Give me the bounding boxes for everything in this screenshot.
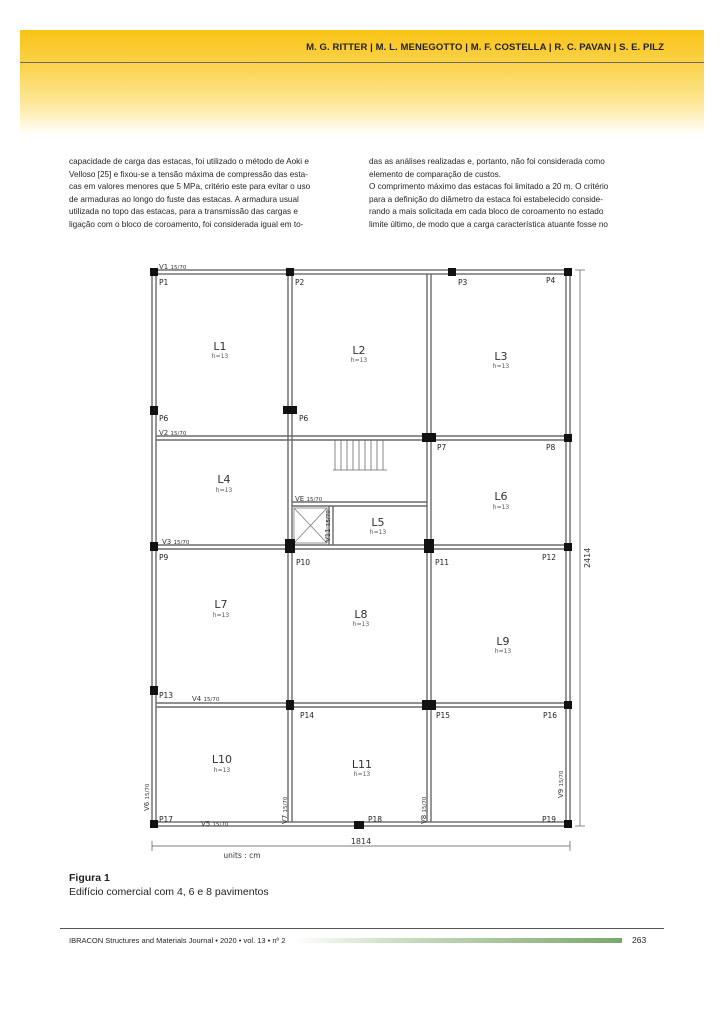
- dimension-width-label: 1814: [350, 837, 372, 846]
- text-line: das as análises realizadas e, portanto, não foi considerada como: [369, 157, 605, 166]
- pillar-P3: [448, 268, 456, 276]
- slab-label: L6: [494, 490, 508, 503]
- text-line: utilizada no topo das estacas, para a transmissão das cargas e: [69, 207, 298, 216]
- pillar-label: P6: [299, 414, 309, 423]
- beam-label: V3 15/70: [162, 538, 190, 546]
- slab-label: L8: [354, 608, 368, 621]
- slab-label: L4: [217, 473, 231, 486]
- pillar-label: P3: [458, 278, 468, 287]
- slab-label: L11: [351, 758, 373, 771]
- beam-label: V1 15/70: [159, 263, 187, 271]
- text-line: rando a mais solicitada em cada bloco de coroamento no estado: [369, 207, 604, 216]
- pillar-label: P4: [546, 276, 556, 285]
- beam-label: V6 15/70: [143, 783, 151, 811]
- pillar-P9: [150, 542, 158, 551]
- stair-steps: [333, 440, 387, 470]
- pillar-P4: [564, 268, 572, 276]
- text-line: para a definição do diâmetro da estaca foi estabelecido conside-: [369, 194, 603, 204]
- slab-thickness: h=13: [350, 357, 368, 364]
- text-line: ligação com o bloco de coroamento, foi considerada igual em to-: [69, 219, 304, 229]
- slab-thickness: h=13: [494, 648, 512, 655]
- pillar-P14: [286, 700, 294, 710]
- pillar-label: P2: [295, 278, 305, 287]
- slab-label: L5: [371, 516, 385, 529]
- beam-label: V7 15/70: [281, 796, 289, 824]
- pillar-P10: [285, 539, 295, 553]
- slab-label: L10: [211, 753, 233, 766]
- pillar-P2: [286, 268, 294, 276]
- slab-thickness: h=13: [211, 353, 229, 360]
- figure-caption-text: Edifício comercial com 4, 6 e 8 pavimentos: [69, 886, 269, 898]
- pillar-P18: [354, 821, 364, 829]
- text-column-right: [369, 156, 659, 231]
- slab-label: L1: [213, 340, 227, 353]
- pillar-label: P1: [159, 278, 169, 287]
- text-column-left: [69, 156, 359, 231]
- slab-thickness: h=13: [212, 612, 230, 619]
- slab-thickness: h=13: [352, 621, 370, 628]
- text-line: de armaduras ao longo do fuste das estacas. A armadura usual: [69, 194, 299, 204]
- pillar-P8: [564, 434, 572, 442]
- beam-label: V8 15/70: [420, 796, 428, 824]
- pillar-label: P6: [159, 414, 169, 423]
- text-line: capacidade de carga das estacas, foi utilizado o método de Aoki e: [69, 157, 309, 166]
- text-line: limite último, de modo que a carga característica atuante fosse no: [369, 219, 608, 229]
- slab-thickness: h=13: [492, 363, 510, 370]
- beam-label: V5 15/70: [201, 820, 229, 828]
- pillar-label: P17: [159, 815, 174, 824]
- beam-label: V2 15/70: [159, 429, 187, 437]
- slab-thickness: h=13: [213, 767, 231, 774]
- header-rule: [20, 62, 704, 63]
- pillar-P1: [150, 268, 158, 276]
- slab-label: L9: [496, 635, 510, 648]
- text-line: Velloso [25] e fixou-se a tensão máxima de compressão das esta-: [69, 169, 308, 179]
- pillar-P7: [422, 433, 436, 442]
- text-line: cas em valores menores que 5 MPa, critério este para evitar o uso: [69, 182, 311, 191]
- slab-label: L2: [352, 344, 366, 357]
- pillar-label: P7: [437, 443, 447, 452]
- beam-label: V4 15/70: [192, 695, 220, 703]
- footer-rule: [60, 928, 664, 929]
- text-line: O comprimento máximo das estacas foi limitado a 20 m. O critério: [369, 182, 609, 191]
- figure-caption-title: Figura 1: [69, 872, 110, 884]
- units-label: units : cm: [223, 851, 261, 860]
- page-number: 263: [632, 935, 647, 945]
- pillar-P17: [150, 820, 158, 828]
- pillar-label: P13: [159, 691, 174, 700]
- pillar-label: P19: [542, 815, 557, 824]
- pillar-label: P10: [296, 558, 311, 567]
- pillar-label: P9: [159, 553, 169, 562]
- pillar-P6b: [283, 406, 297, 414]
- pillar-label: P15: [436, 711, 451, 720]
- slab-thickness: h=13: [369, 529, 387, 536]
- pillar-label: P18: [368, 815, 383, 824]
- pillar-P15: [422, 700, 436, 710]
- beam-label: V9 15/70: [557, 770, 565, 798]
- footer-journal: IBRACON Structures and Materials Journal • 2020 • vol. 13 • nº 2: [69, 936, 286, 945]
- footer-gradient-bar: [292, 938, 622, 943]
- floor-plan-figure: [137, 258, 592, 863]
- slab-thickness: h=13: [492, 504, 510, 511]
- beam-label: VE 15/70: [295, 495, 323, 503]
- pillar-P13: [150, 686, 158, 695]
- pillar-P11: [424, 539, 434, 553]
- pillar-label: P8: [546, 443, 556, 452]
- floor-plan-drawing: [137, 258, 592, 863]
- pillar-P19: [564, 820, 572, 828]
- pillar-label: P16: [543, 711, 558, 720]
- pillar-label: P12: [542, 553, 557, 562]
- pillar-label: P14: [300, 711, 315, 720]
- pillar-P6a: [150, 406, 158, 415]
- text-line: elemento de comparação de custos.: [369, 169, 501, 179]
- slab-label: L7: [214, 598, 228, 611]
- slab-thickness: h=13: [353, 771, 371, 778]
- pillar-P12: [564, 543, 572, 551]
- slab-thickness: h=13: [215, 487, 233, 494]
- pillar-P16: [564, 701, 572, 709]
- pillar-label: P11: [435, 558, 450, 567]
- beam-label: V11 15/70: [324, 510, 332, 542]
- slab-label: L3: [494, 350, 508, 363]
- running-header-authors: M. G. RITTER | M. L. MENEGOTTO | M. F. COSTELLA | R. C. PAVAN | S. E. PILZ: [306, 42, 664, 53]
- stair-void: [294, 508, 327, 543]
- dimension-height-label: 2414: [583, 547, 592, 568]
